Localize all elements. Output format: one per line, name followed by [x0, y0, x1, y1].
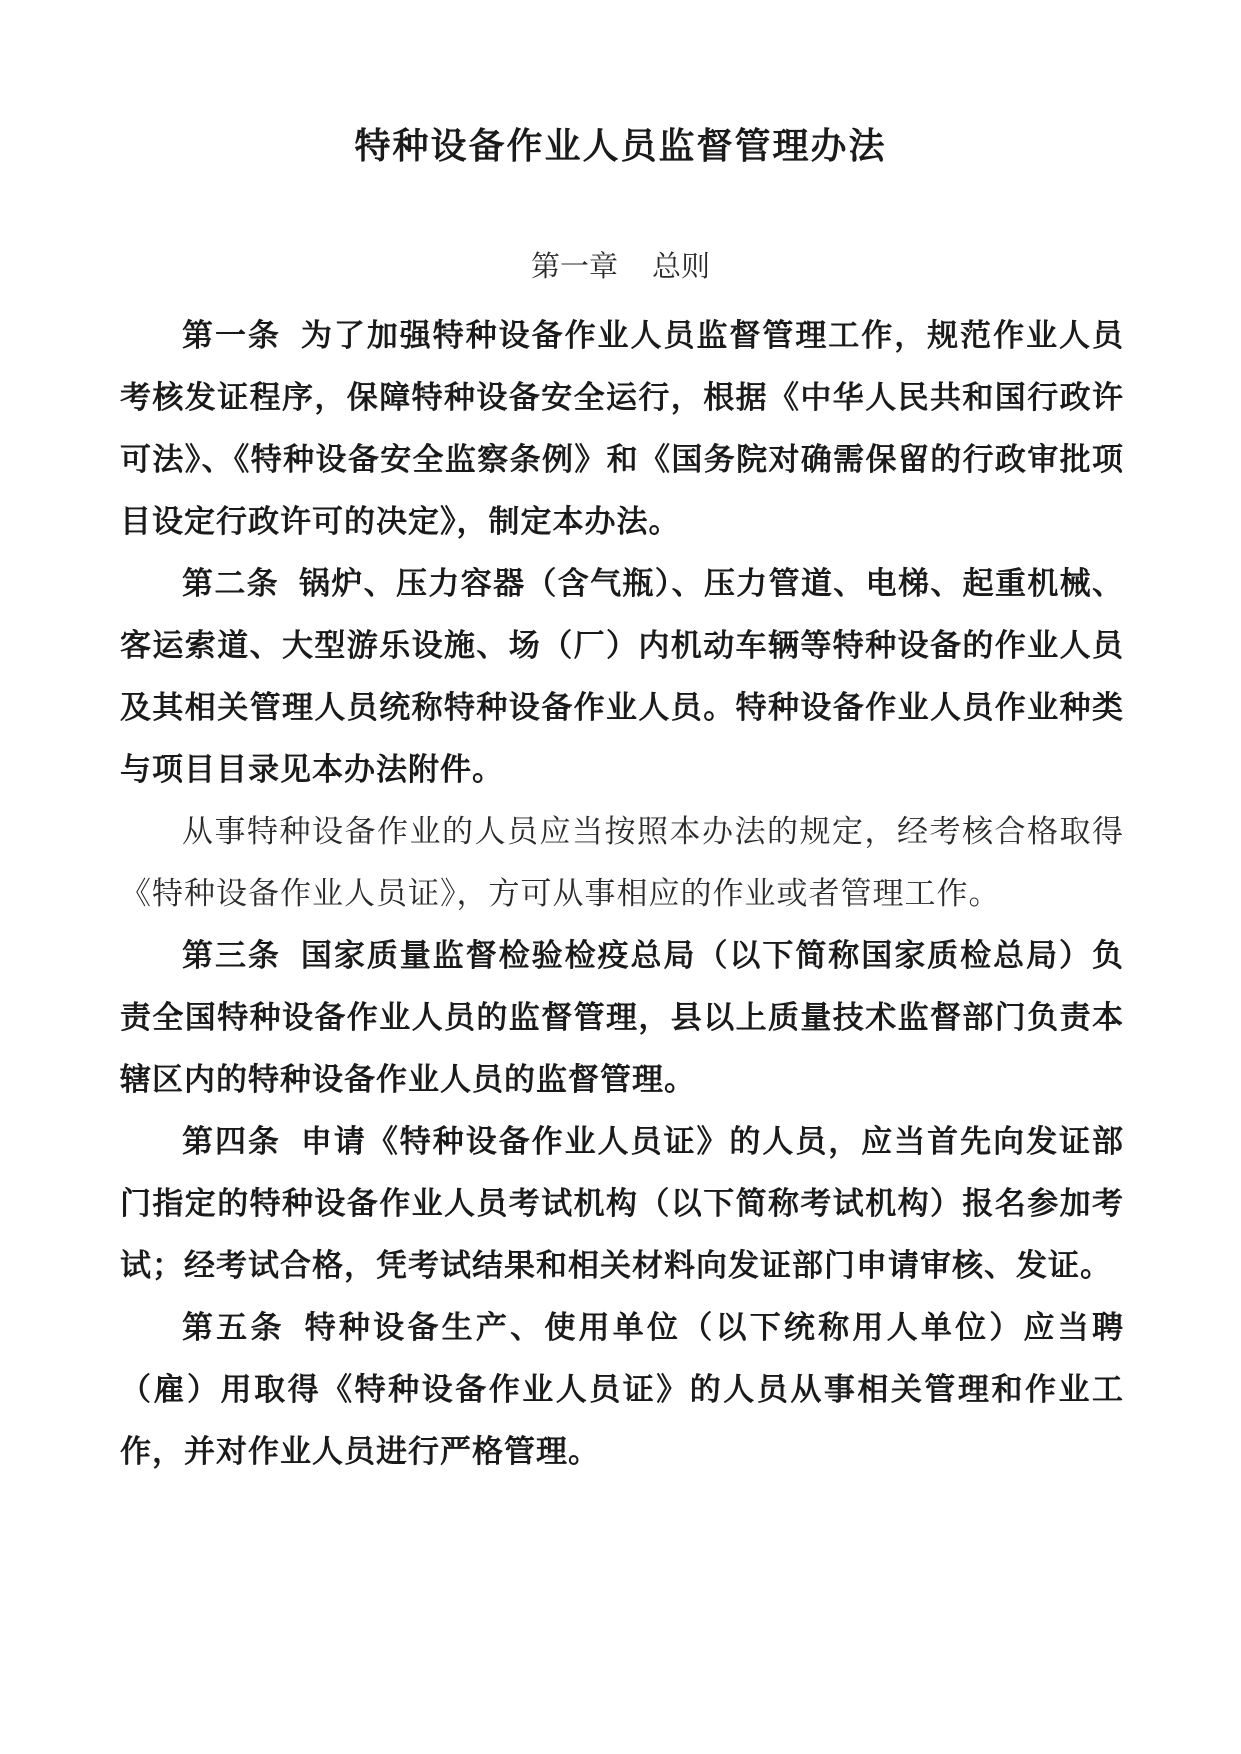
article-2	[120, 553, 1124, 801]
article-number: 第一条	[182, 318, 281, 354]
article-5	[120, 1297, 1124, 1483]
document-body	[120, 305, 1124, 1483]
article-text: 为了加强特种设备作业人员监督管理工作，规范作业人员考核发证程序，保障特种设备安全运行，根据《中华人民共和国行政许可法》、《特种设备安全监察条例》和《国务院对确需保留的行政审批项目设定行政许可的决定》，制定本办法。	[120, 318, 1124, 540]
article-number: 第二条	[182, 566, 280, 602]
article-number: 第三条	[182, 938, 281, 974]
document-title: 特种设备作业人员监督管理办法	[354, 125, 887, 167]
chapter-heading	[0, 246, 1241, 286]
article-number: 第五条	[182, 1310, 285, 1346]
article-text: 锅炉、压力容器（含气瓶）、压力管道、电梯、起重机械、客运索道、大型游乐设施、场（厂）内机动车辆等特种设备的作业人员及其相关管理人员统称特种设备作业人员。特种设备作业人员作业种类与项目目录见本办法附件。	[120, 566, 1125, 788]
article-text: 申请《特种设备作业人员证》的人员，应当首先向发证部门指定的特种设备作业人员考试机构（以下简称考试机构）报名参加考试；经考试合格，凭考试结果和相关材料向发证部门申请审核、发证。	[120, 1124, 1124, 1284]
article-text: 特种设备生产、使用单位（以下统称用人单位）应当聘（雇）用取得《特种设备作业人员证》的人员从事相关管理和作业工作，并对作业人员进行严格管理。	[120, 1310, 1125, 1470]
article-4	[120, 1111, 1124, 1297]
article-1	[120, 305, 1124, 553]
article-text: 从事特种设备作业的人员应当按照本办法的规定，经考核合格取得《特种设备作业人员证》，方可从事相应的作业或者管理工作。	[120, 814, 1124, 912]
chapter-name: 总则	[652, 249, 711, 283]
article-2-continuation	[120, 801, 1124, 925]
chapter-number: 第一章	[530, 249, 618, 283]
article-text: 国家质量监督检验检疫总局（以下简称国家质检总局）负责全国特种设备作业人员的监督管理，县以上质量技术监督部门负责本辖区内的特种设备作业人员的监督管理。	[120, 938, 1124, 1098]
article-number: 第四条	[182, 1124, 281, 1160]
article-3	[120, 925, 1124, 1111]
